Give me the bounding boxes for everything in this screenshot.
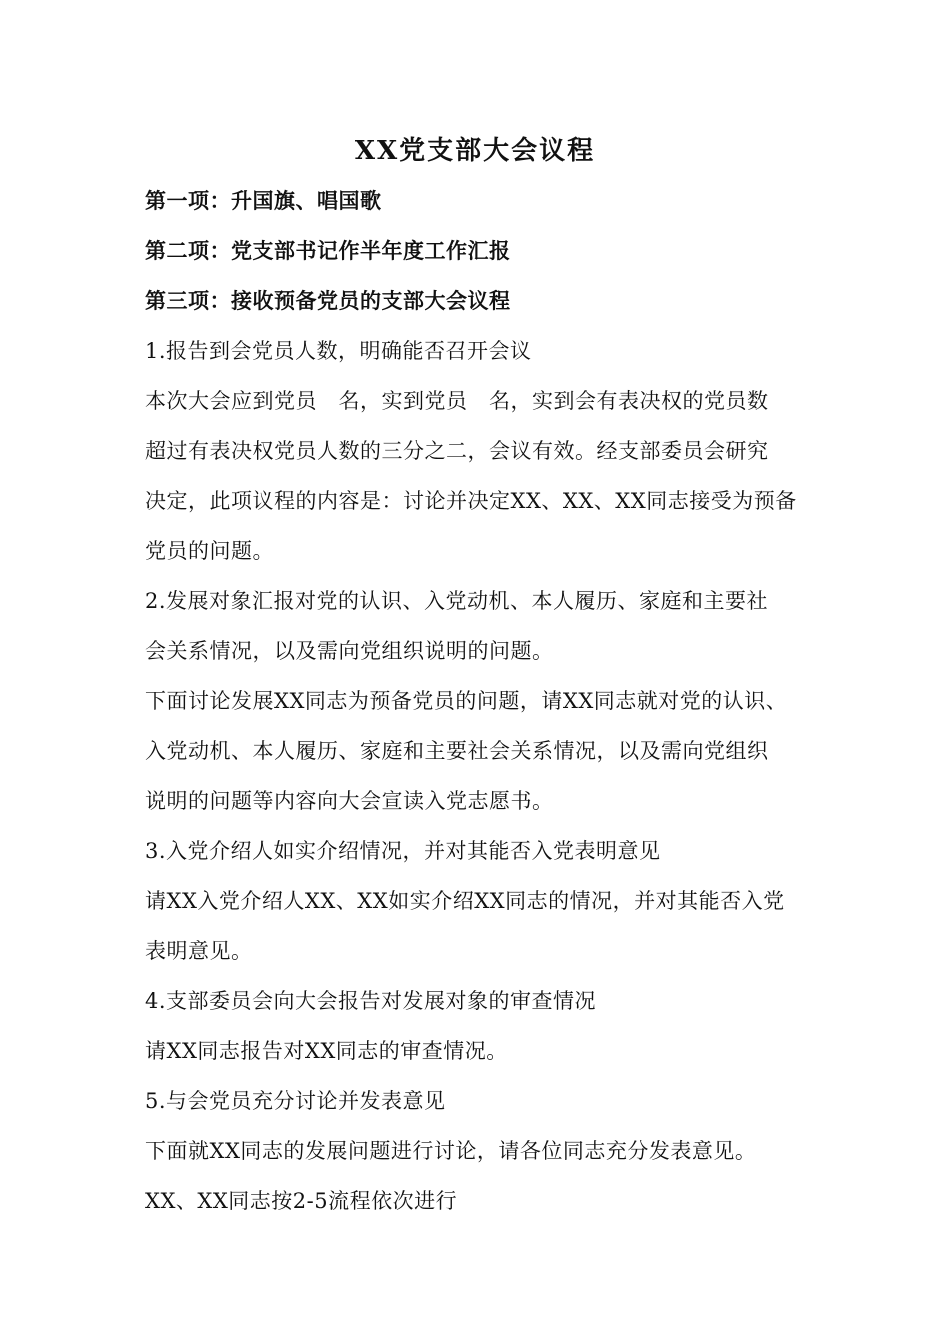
agenda-text-line: 党员的问题。 bbox=[145, 539, 274, 563]
agenda-text-line: 会关系情况，以及需向党组织说明的问题。 bbox=[145, 639, 554, 663]
agenda-text-line: 4.支部委员会向大会报告对发展对象的审查情况 bbox=[145, 989, 597, 1013]
agenda-text-line: 5.与会党员充分讨论并发表意见 bbox=[145, 1089, 446, 1113]
agenda-text-line: 请XX入党介绍人XX、XX如实介绍XX同志的情况，并对其能否入党 bbox=[145, 889, 785, 913]
document-body bbox=[145, 178, 845, 1228]
agenda-heading: 第二项：党支部书记作半年度工作汇报 bbox=[145, 238, 511, 263]
agenda-text-line: 2.发展对象汇报对党的认识、入党动机、本人履历、家庭和主要社 bbox=[145, 589, 769, 613]
agenda-heading: 第三项：接收预备党员的支部大会议程 bbox=[145, 288, 511, 313]
agenda-text-line: 下面就XX同志的发展问题进行讨论，请各位同志充分发表意见。 bbox=[145, 1139, 757, 1163]
agenda-text-line: XX、XX同志按2-5流程依次进行 bbox=[145, 1189, 458, 1213]
agenda-text-line: 3.入党介绍人如实介绍情况，并对其能否入党表明意见 bbox=[145, 839, 661, 863]
agenda-text-line: 入党动机、本人履历、家庭和主要社会关系情况，以及需向党组织 bbox=[145, 739, 769, 763]
agenda-text-line: 超过有表决权党员人数的三分之二，会议有效。经支部委员会研究 bbox=[145, 439, 769, 463]
agenda-heading: 第一项：升国旗、唱国歌 bbox=[145, 188, 382, 213]
document-title: XX党支部大会议程 bbox=[354, 136, 596, 166]
agenda-text-line: 本次大会应到党员 名，实到党员 名，实到会有表决权的党员数 bbox=[145, 389, 769, 413]
agenda-text-line: 请XX同志报告对XX同志的审查情况。 bbox=[145, 1039, 508, 1063]
agenda-text-line: 决定，此项议程的内容是：讨论并决定XX、XX、XX同志接受为预备 bbox=[145, 489, 797, 513]
agenda-text-line: 说明的问题等内容向大会宣读入党志愿书。 bbox=[145, 789, 554, 813]
agenda-text-line: 1.报告到会党员人数，明确能否召开会议 bbox=[145, 339, 532, 363]
agenda-text-line: 表明意见。 bbox=[145, 939, 253, 963]
agenda-text-line: 下面讨论发展XX同志为预备党员的问题，请XX同志就对党的认识、 bbox=[145, 689, 788, 713]
